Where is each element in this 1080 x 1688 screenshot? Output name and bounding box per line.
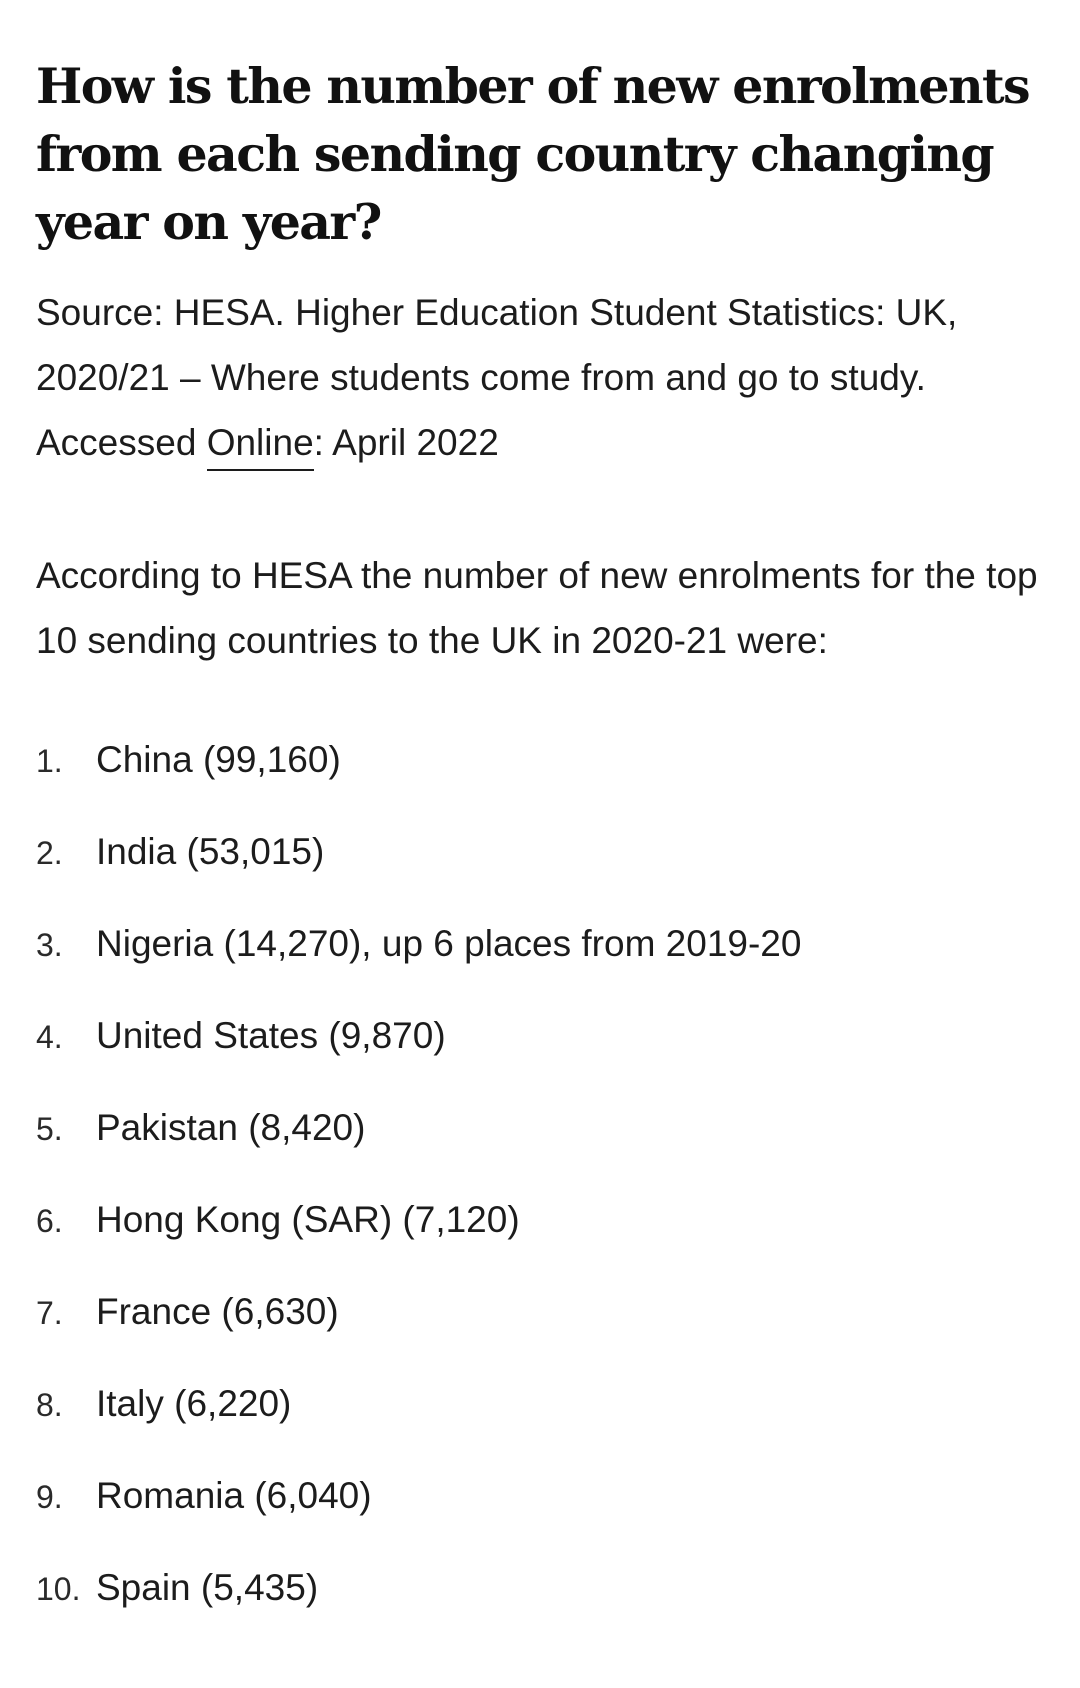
article-title: How is the number of new enrolments from each sending country changing year on year?: [36, 57, 1030, 251]
list-item-text: India (53,015): [96, 831, 325, 872]
countries-list: [36, 739, 1050, 1659]
list-item: [36, 1567, 1050, 1659]
list-item-number: 7.: [36, 1295, 63, 1331]
source-prefix: Source: HESA. Higher Education Student Statistics: UK, 2020/21 – Where students come from and go to study. Accessed: [36, 292, 958, 463]
list-item: [36, 1015, 1050, 1107]
list-item-text: Pakistan (8,420): [96, 1107, 366, 1148]
list-item-text: Nigeria (14,270), up 6 places from 2019-20: [96, 923, 802, 964]
list-item-text: France (6,630): [96, 1291, 339, 1332]
list-item-text: Romania (6,040): [96, 1475, 372, 1516]
list-item-number: 10.: [36, 1571, 81, 1607]
source-citation: [36, 280, 1050, 475]
list-item: [36, 1199, 1050, 1291]
online-link[interactable]: Online: [207, 422, 314, 471]
list-item-text: United States (9,870): [96, 1015, 446, 1056]
list-item-text: Spain (5,435): [96, 1567, 319, 1608]
source-suffix: : April 2022: [313, 422, 499, 463]
list-item: [36, 739, 1050, 831]
list-item: [36, 1291, 1050, 1383]
list-item-number: 4.: [36, 1019, 63, 1055]
list-item-number: 2.: [36, 835, 63, 871]
list-item: [36, 831, 1050, 923]
list-item: [36, 1107, 1050, 1199]
list-item-text: Italy (6,220): [96, 1383, 292, 1424]
list-item-number: 1.: [36, 743, 63, 779]
list-item-number: 9.: [36, 1479, 63, 1515]
list-item-text: China (99,160): [96, 739, 341, 780]
list-item-number: 3.: [36, 927, 63, 963]
list-item-number: 6.: [36, 1203, 63, 1239]
list-item: [36, 1383, 1050, 1475]
list-item: [36, 923, 1050, 1015]
list-item: [36, 1475, 1050, 1567]
intro-paragraph: According to HESA the number of new enrolments for the top 10 sending countries to the UK in 2020-21 were:: [36, 555, 1038, 661]
list-item-number: 5.: [36, 1111, 63, 1147]
list-item-text: Hong Kong (SAR) (7,120): [96, 1199, 520, 1240]
list-item-number: 8.: [36, 1387, 63, 1423]
